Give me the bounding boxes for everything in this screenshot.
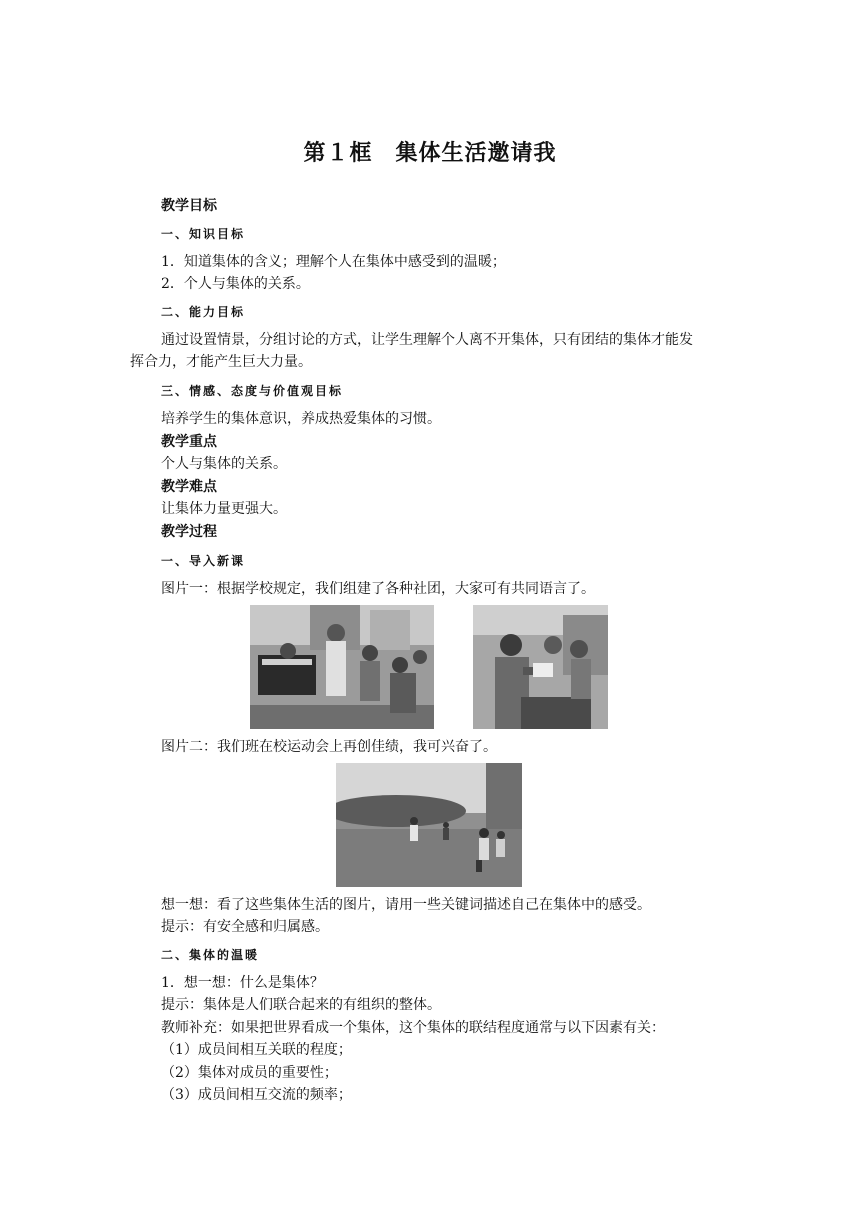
warmth-heading: 二、集体的温暖 bbox=[161, 948, 260, 962]
knowledge-item-1: 1．知道集体的含义；理解个人在集体中感受到的温暖； bbox=[161, 254, 506, 270]
ability-goals-heading: 二、能力目标 bbox=[161, 305, 246, 319]
factor-2: （2）集体对成员的重要性； bbox=[161, 1065, 338, 1081]
factor-3: （3）成员间相互交流的频率； bbox=[161, 1087, 352, 1103]
difficulty-heading: 教学难点 bbox=[161, 479, 217, 495]
knowledge-item-2: 2．个人与集体的关系。 bbox=[161, 276, 310, 292]
picture-2-caption: 图片二：我们班在校运动会上再创佳绩，我可兴奋了。 bbox=[161, 739, 497, 755]
club-students-photo bbox=[250, 605, 434, 729]
picture-1-caption: 图片一：根据学校规定，我们组建了各种社团，大家可有共同语言了。 bbox=[161, 581, 595, 597]
ability-paragraph-line-1: 通过设置情景，分组讨论的方式，让学生理解个人离不开集体，只有团结的集体才能发 bbox=[161, 332, 693, 348]
factor-1: （1）成员间相互关联的程度； bbox=[161, 1042, 352, 1058]
emotion-paragraph: 培养学生的集体意识，养成热爱集体的习惯。 bbox=[161, 411, 441, 427]
hint-1: 提示：有安全感和归属感。 bbox=[161, 919, 329, 935]
teacher-supplement: 教师补充：如果把世界看成一个集体，这个集体的联结程度通常与以下因素有关： bbox=[161, 1020, 665, 1036]
page-title: 第１框 集体生活邀请我 bbox=[303, 141, 557, 166]
key-points-heading: 教学重点 bbox=[161, 434, 217, 450]
hint-2: 提示：集体是人们联合起来的有组织的整体。 bbox=[161, 997, 441, 1013]
ballot-photo bbox=[473, 605, 608, 729]
key-points-text: 个人与集体的关系。 bbox=[161, 456, 287, 472]
sports-meet-photo bbox=[336, 763, 522, 887]
ability-paragraph-line-2: 挥合力，才能产生巨大力量。 bbox=[130, 354, 312, 370]
intro-heading: 一、导入新课 bbox=[161, 554, 246, 568]
emotion-goals-heading: 三、情感、态度与价值观目标 bbox=[161, 384, 344, 398]
question-1: 1．想一想：什么是集体？ bbox=[161, 975, 324, 991]
difficulty-text: 让集体力量更强大。 bbox=[161, 501, 287, 517]
knowledge-goals-heading: 一、知识目标 bbox=[161, 227, 246, 241]
process-heading: 教学过程 bbox=[161, 524, 217, 540]
think-question-1: 想一想：看了这些集体生活的图片，请用一些关键词描述自己在集体中的感受。 bbox=[161, 897, 651, 913]
teaching-goals-heading: 教学目标 bbox=[161, 198, 217, 214]
